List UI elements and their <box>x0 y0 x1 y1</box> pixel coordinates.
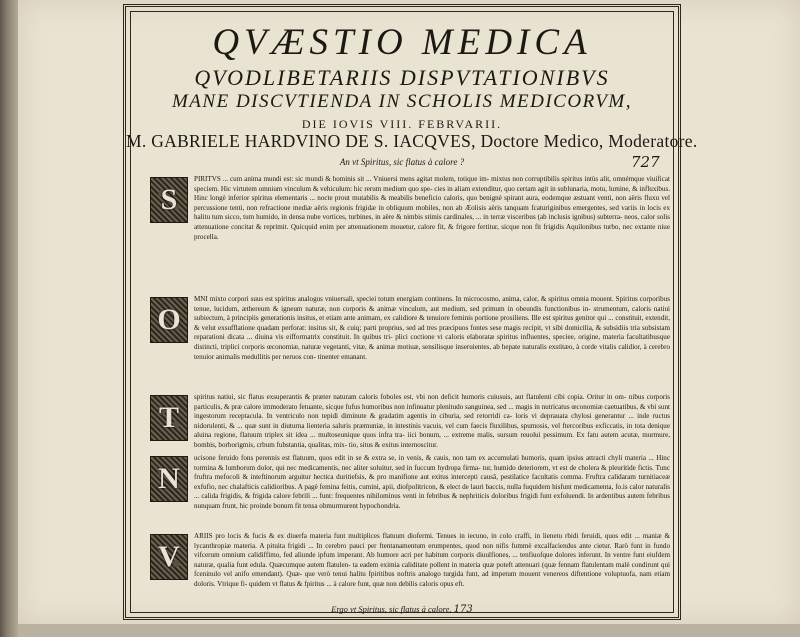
decorated-initial-o: O <box>150 297 188 343</box>
paragraph-3 <box>150 393 670 450</box>
conclusion-text: Ergo vt Spiritus, sic flatus à calore. <box>331 604 452 614</box>
paragraph-1 <box>150 175 670 291</box>
paragraph-2 <box>150 295 670 393</box>
paragraph-text: spiritus natiui, sic flatus exsuperantis & præter naturam caloris foboles est, vbi non deficit humoris cuiusuis, aut flatulenti cibi copia. Oritur in om- nibus corporis particulis, & præ calore immoderato fetuante, sicque fufus humoribus non infinuatur plenitudo sanguinea, sed ... magis in nutricatus œconomiæ caetuatibus, & vbi sunt ingestorum receptacula. In ventriculo non tepidi diminute & gradatim agentis in ciburia, sed retorridi ca- loris vi deprauata chylosi generantur ... inde ructus nidorulenti, & ... quæ sunt in diuturna lienteria saluris præmuniæ, in intestinis vacuis, vel cum faecis fluxilibus, spumosis, vel ftercoribus exficcatis, in tota denique aluina regione, flatuum triplex sit idea ... multoseunique quos infra tra- iici bonum, ... extreme malis, sursum reuolui pessimum. Ex fatu autem acutæ, murmure, bombis, borborigmis, crbum fubstantia, qualitas, mix- tio, situs & exitus internoscitur. <box>194 393 670 449</box>
document-page <box>18 0 800 624</box>
page-border <box>123 4 698 620</box>
moderator-line: M. GABRIELE HARDVINO DE S. IACQVES, Doctore Medico, Moderatore. <box>126 131 698 151</box>
subtitle-line-1: QVODLIBETARIIS DISPVTATIONIBVS <box>194 65 610 90</box>
main-title: QVÆSTIO MEDICA <box>212 22 592 63</box>
decorated-initial-n: N <box>150 456 188 502</box>
conclusion-line <box>126 604 678 615</box>
decorated-initial-s: S <box>150 177 188 223</box>
thesis-question: An vt Spiritus, sic flatus à calore ? <box>339 157 465 167</box>
date-line: DIE IOVIS VIII. FEBRVARII. <box>301 117 503 131</box>
paragraph-4 <box>150 454 670 528</box>
handwritten-number: 727 <box>631 153 660 171</box>
decorated-initial-t: T <box>150 395 188 441</box>
paragraph-text: ucisone feruido fons perennis est flatuum, quos edit in se & extra se, in venis, & cauis, non tam ex accumulati humoris, quam ipsius attracti chyli materia ... Hinc tormina & lumborum dolor, qui nec medicamentis, nec aliter soluitur, sed in fuccum hydropa firma- tur, humido deteriorem, vt est de cholera & pleuritide fictis. Tunc fruftra mefocoli & inteftinorum arguitur hectica duritiefsis, & pro manifione aut exitus intercepti causâ, pestilatice facultatis comma. Fruftra calidaram turnitiaceæ exfufio, nec chalafticis calidioribus. A pagè femina feitis, cumini, apii, diofpolitricon, & elect de lauri baccis, nulla fuquidem hisfunt medicamenta, fo.is calor naturalis ... calida frigidis, & frigida calore febrili ... funt: frequentes nihilominus venti in febribus & nephriticis doloribus frigidi funt exfoluendi. In ardentibus autem febribus nunquam frunt, hic proinde bonum fit tensa obmurmurent hypochondria. <box>194 454 670 510</box>
conclusion-number: 173 <box>453 604 473 615</box>
book-spine <box>0 0 18 637</box>
paragraph-text: MNI mixto corpori suus est spiritus analogus vniuersali, speciei totum energiam continens. In microcosmo, anima, calor, & spiritus omnia mouent. Spiritus corporibus tenue, lucidum, æthereum & igneum naturæ, non corporis & animæ vinculum, aut medium, sed primum in obeundis functionibus in- strumentum, caloris natiui subiectum, à principiis generationis insitus, et etiam ante animam, ex calidiore & tenuiore feminis portione prosiliens. Ille est spiritus genitor qui ... constituit, extendit, & velut exsufflatione quadam perforat: insitus sit, & cuiq; parti proprius, sed ad tres præcipuos fontes sese magis recipit, vt sibi domicilia, & subsidiis tria subsistam reparationi dicata ... diuina vis eifformatrix constituit. In quibus tri- plici coctione vi caloris elaboratæ spiritus influentes, speciee, origine, materia facultatibusque distincti, triplici corporis œconomiæ, naturæ vegetanti, vitæ, & animæ motiuæ, sensilisque inseruientes, ab hepate naturalis exstitæo, à corde vitalis calidior, à cerebro tenuior animalis medullitis per neruos con- tinenter emanant. <box>194 295 670 361</box>
paragraph-text: ARIIS pro locis & fucis & ex diuerfa materia funt multiplices flatuum diofermi. Tenues in iecuno, in colo craffi, in lienetu rbidi feruidi, quos edit ... maniæ & lycanthropiæ materia. A pituita frigidi ... In cerebro pauci per ftentanamentum erumpentes, quod non nifis fummè excalfaciendus ante cietur. Rarò funt in fundo vifcerum omnium calidiffimo, fed aliunde ipfum imperant. Ab humore acri per habitum corporis diuulfiones, ... tenfiuofque dolores inferunt. In ventre funt eiufdem naturæ, qualia funt edula. Quæcumque autem flatulen- ta eadem eximia caliditate pollent in materia quæ poteft attenuari (quæ fennam flatulentam malè condirunt qui fceninulo vel anifo emendant). Quæ- que verò tenui halitu fpiritibus noftris analogo turgida funt, ad impetum mouent venereos diftentione voluptuofa, nam etiam doloris. Vtrique fi- quidem vt flatus & fpiritus ... à calore funt, quæ non debilis caloris opus eft. <box>194 532 670 588</box>
paragraph-5 <box>150 532 670 600</box>
paragraph-text: PIRITVS ... cum anima mundi est: sic mundi & hominis sit ... Vniuersi mens agitat molem, totique im- mixtus non corruptibilis spiritus intùs alit, omnémque viuificat speciem. Hic virtutem omnium vinculum & vehiculum: hic rerum medium quo spe- cies in aliam extenditur, quo certam agit in sublunaria, motu, lumine, & influxibus. Hinc longè inferior spiritus elementaris ... nocte prout mutabilis & meabilis beneficio caloris, quo benignè spirant aura, eodemque æstuant venti, non aëris fluxu vel percussione tenti, non refractione mediæ aëris regionis frigidæ in obliquum mobiles, non ab Æolisis aëris tanquam fcaturiginibus emergentes, sed variis in locis ex halitu tum sicco, tum humido, in densa nube vortices, turbines, in aëre & nimbis stimis cardinales, ... in terræ visceribus (ab inclusis ignibus) subterra- neos, calor solis attenuatione concitat & reprimit. Quicquid enim per attenuationem mouetur, calore fit, & frigore fertitur, sicque non fit frigidis Aquilonibus turbo, nec extante niue procella. <box>194 175 670 241</box>
decorated-initial-v: V <box>150 534 188 580</box>
subtitle-line-2: MANE DISCVTIENDA IN SCHOLIS MEDICORVM, <box>171 91 633 112</box>
